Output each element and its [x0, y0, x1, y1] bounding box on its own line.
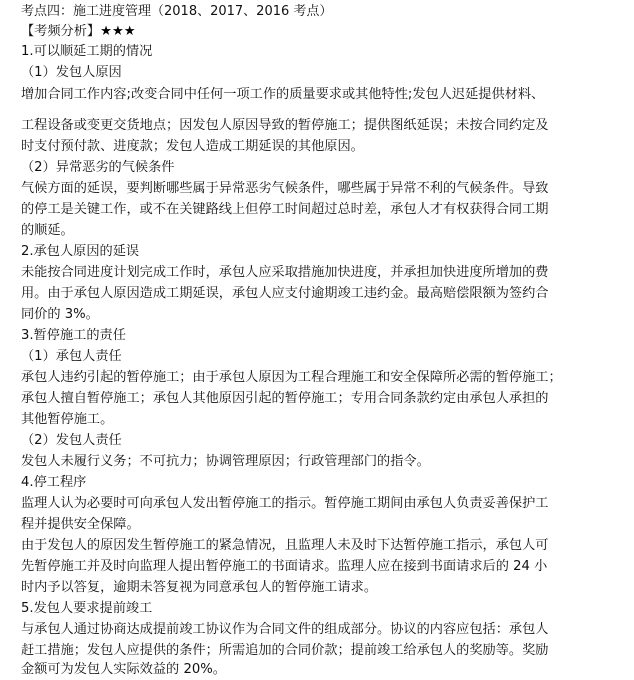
paragraph-line: 承包人违约引起的暂停施工；由于承包人原因为工程合理施工和安全保障所必需的暂停施工；: [21, 370, 562, 385]
frequency-analysis: [21, 22, 621, 42]
heading-3: 3.暂停施工的责任: [21, 328, 126, 343]
paragraph-line: 气候方面的延误，要判断哪些属于异常恶劣气候条件，哪些属于异常不利的气候条件。导致: [21, 181, 549, 196]
paragraph-line: 同价的 3%。: [21, 307, 99, 322]
paragraph-line: 承包人擅自暂停施工；承包人其他原因引起的暂停施工；专用合同条款约定由承包人承担的: [21, 391, 549, 406]
heading-2: 2.承包人原因的延误: [21, 244, 140, 259]
paragraph-line: 工程设备或变更交货地点；因发包人原因导致的暂停施工；提供图纸延误；未按合同约定及: [21, 118, 549, 133]
subheading-3-2: （2）发包人责任: [21, 433, 122, 448]
paragraph-line: 发包人未履行义务；不可抗力；协调管理原因；行政管理部门的指令。: [21, 454, 430, 469]
paragraph-line: 先暂停施工并及时向监理人提出暂停施工的书面请求。监理人应在接到书面请求后的 24 小: [21, 559, 548, 574]
paragraph-line: 时支付预付款、进度款；发包人造成工期延误的其他原因。: [21, 139, 364, 154]
heading-5: 5.发包人要求提前竣工: [21, 601, 153, 616]
paragraph-line: 金额可为发包人实际效益的 20%。: [21, 662, 226, 677]
paragraph-line: 用。由于承包人原因造成工期延误，承包人应支付逾期竣工违约金。最高赔偿限额为签约合: [21, 286, 549, 301]
paragraph-line: 时内予以答复，逾期未答复视为同意承包人的暂停施工请求。: [21, 580, 378, 595]
heading-4: 4.停工程序: [21, 475, 87, 490]
paragraph-line: 增加合同工作内容;改变合同中任何一项工作的质量要求或其他特性;发包人迟延提供材料、: [21, 87, 545, 102]
subheading-1-1: （1）发包人原因: [21, 65, 122, 80]
rating-stars: ★★★: [100, 24, 136, 39]
subheading-1-2: （2）异常恶劣的气候条件: [21, 160, 175, 175]
analysis-label: 【考频分析】: [21, 24, 101, 39]
paragraph-line: 由于发包人的原因发生暂停施工的紧急情况，且监理人未及时下达暂停施工指示，承包人可: [21, 538, 549, 553]
paragraph-line: 与承包人通过协商达成提前竣工协议作为合同文件的组成部分。协议的内容应包括：承包人: [21, 622, 549, 637]
paragraph-line: 的停工是关键工作，或不在关键路线上但停工时间超过总时差，承包人才有权获得合同工期: [21, 202, 549, 217]
section-title: 考点四：施工进度管理（2018、2017、2016 考点）: [21, 4, 333, 19]
paragraph-line: 赶工措施；发包人应提供的条件；所需追加的合同价款；提前竣工给承包人的奖励等。奖励: [21, 643, 549, 658]
paragraph-line: 其他暂停施工。: [21, 412, 114, 427]
paragraph-line: 未能按合同进度计划完成工作时，承包人应采取措施加快进度，并承担加快进度所增加的费: [21, 265, 549, 280]
heading-1: 1.可以顺延工期的情况: [21, 44, 153, 59]
subheading-3-1: （1）承包人责任: [21, 349, 122, 364]
paragraph-line: 的顺延。: [21, 223, 74, 238]
paragraph-line: 程并提供安全保障。: [21, 517, 140, 532]
paragraph-line: 监理人认为必要时可向承包人发出暂停施工的指示。暂停施工期间由承包人负责妥善保护工: [21, 496, 549, 511]
